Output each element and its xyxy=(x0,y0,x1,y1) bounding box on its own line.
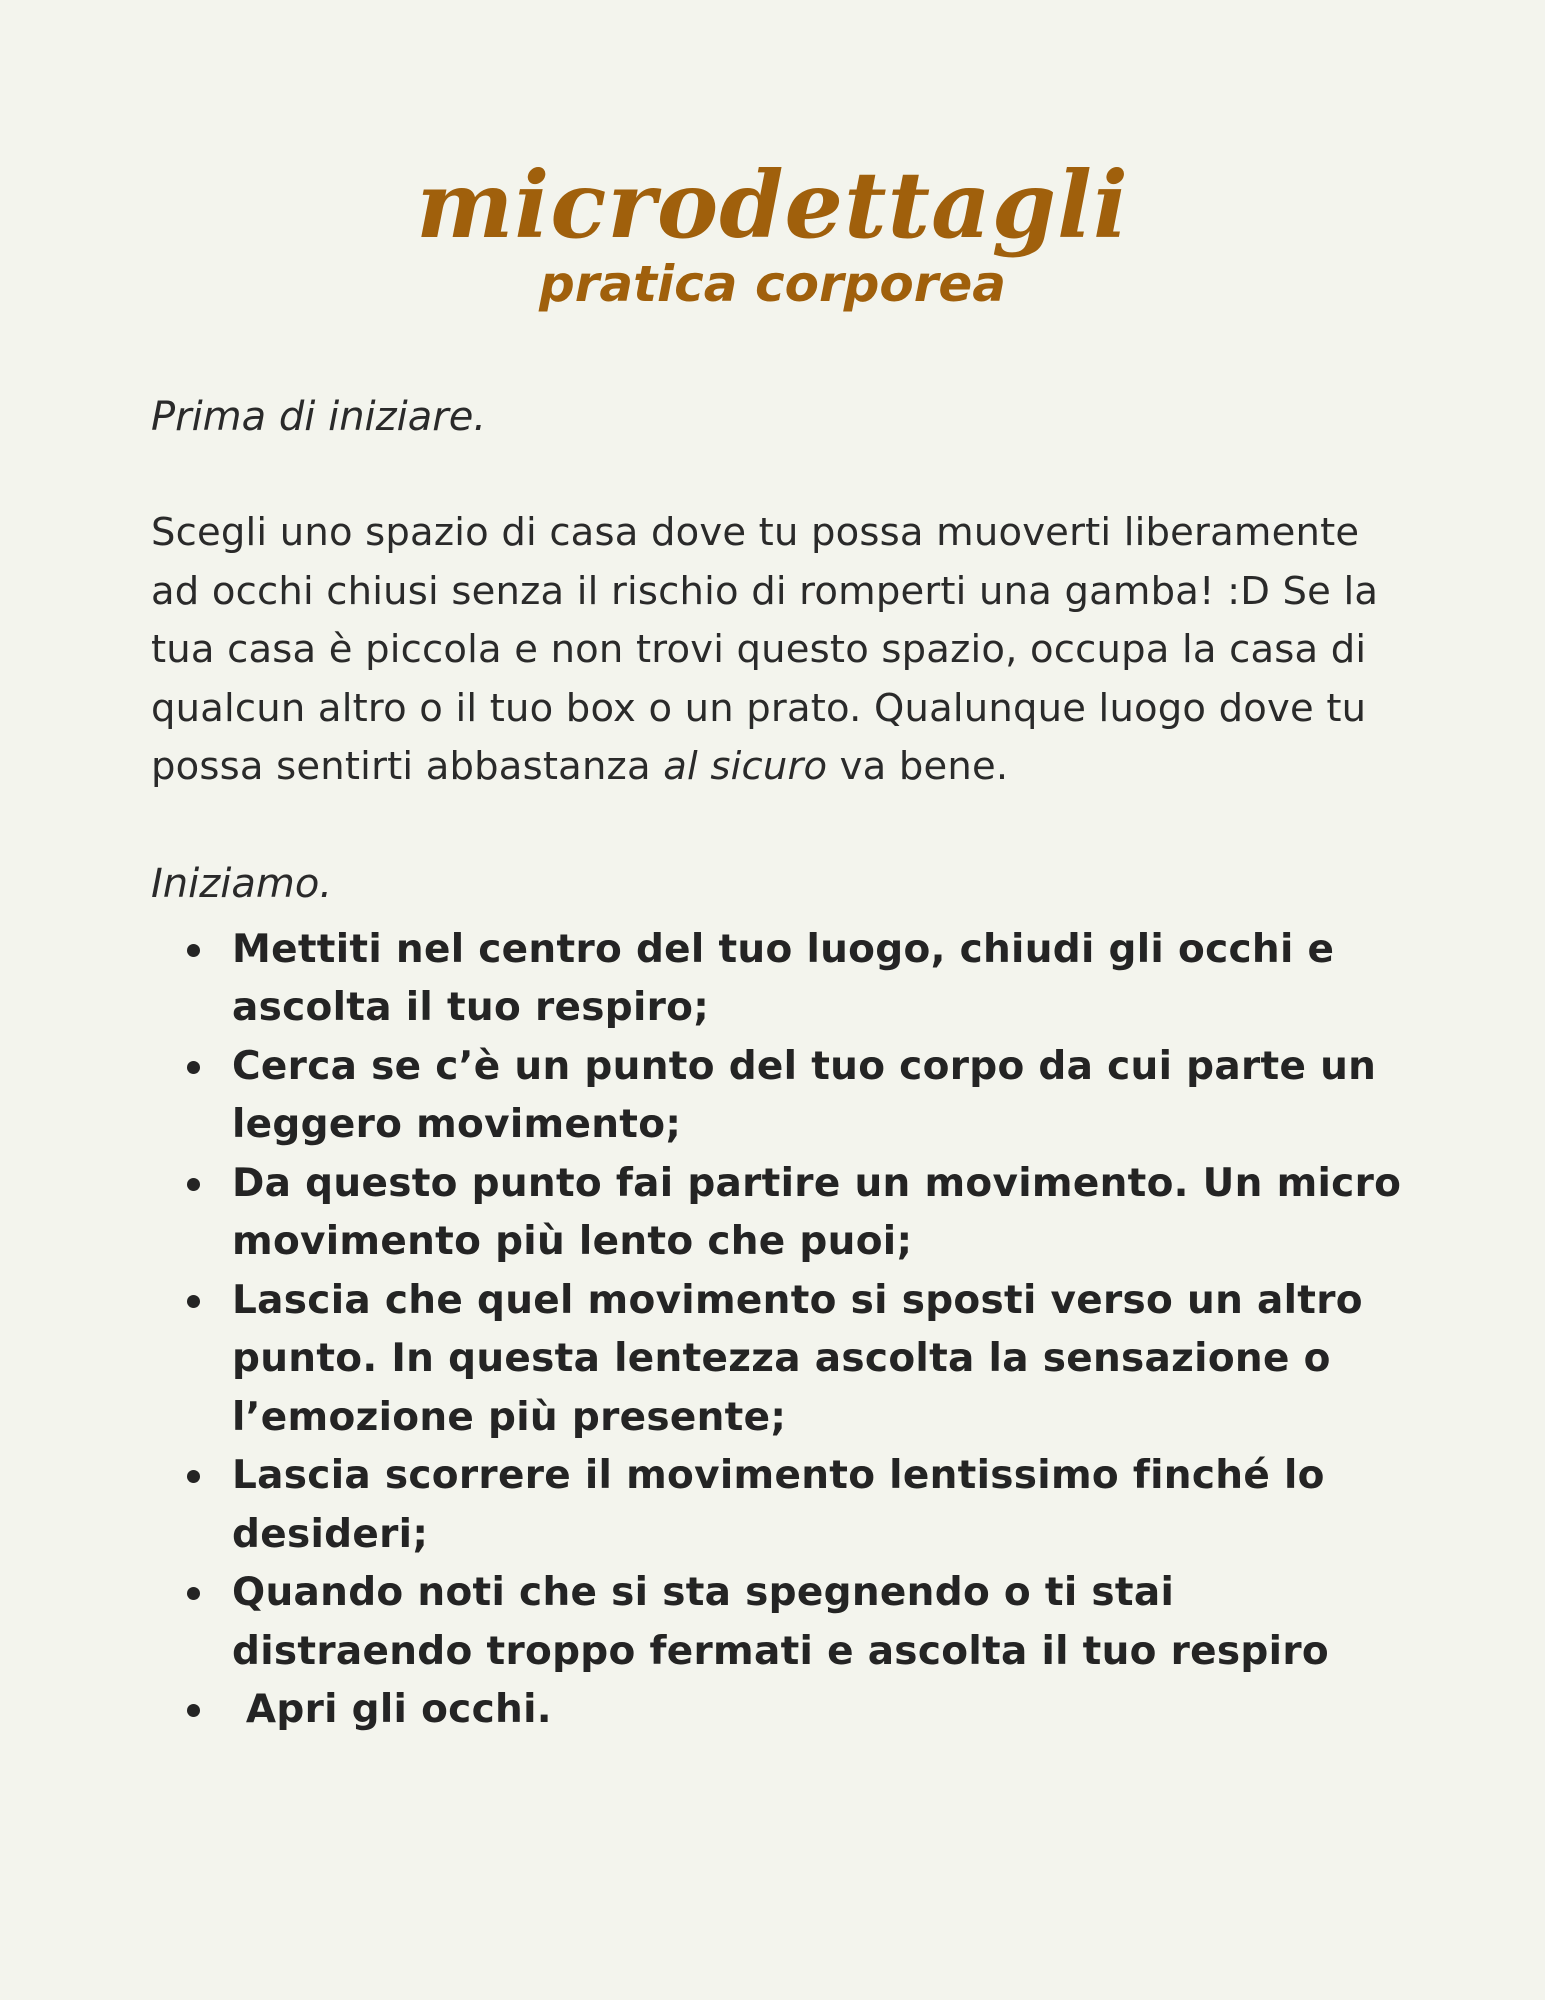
document-subtitle: pratica corporea xyxy=(538,255,1007,313)
bullet-icon xyxy=(187,1704,200,1717)
step-text: Mettiti nel centro del tuo luogo, chiudi gli occhi e ascolta il tuo respiro; xyxy=(232,926,1335,1030)
bullet-icon xyxy=(187,944,200,957)
bullet-icon xyxy=(187,1061,200,1074)
step-text: Apri gli occhi. xyxy=(232,1687,552,1732)
step-text: Da questo punto fai partire un movimento. Un micro movimento più lento che puoi; xyxy=(232,1160,1402,1264)
step-text: Quando noti che si sta spegnendo o ti stai distraendo troppo fermati e ascolta il tuo respiro xyxy=(232,1570,1329,1674)
step-text: Lascia che quel movimento si sposti verso un altro punto. In questa lentezza ascolta la sensazione o l’emozione più presente; xyxy=(232,1277,1363,1440)
document-header xyxy=(0,150,1545,314)
intro-paragraph-text: Scegli uno spazio di casa dove tu possa muoverti liberamente ad occhi chiusi senza il rischio di romperti una gamba! :D Se la tua casa è piccola e non trovi questo spazio, occupa la casa di qualcun altro o il tuo box o un prato. Qualunque luogo dove tu possa sentirti abbastanza xyxy=(151,510,1379,789)
bullet-icon xyxy=(187,1587,200,1600)
intro-paragraph-tail: va bene. xyxy=(827,744,1009,789)
step-item-6 xyxy=(151,1564,1411,1681)
step-item-3 xyxy=(151,1155,1411,1272)
bullet-icon xyxy=(187,1295,200,1308)
bullet-icon xyxy=(187,1178,200,1191)
practice-heading: Iniziamo. xyxy=(151,860,333,907)
step-item-5 xyxy=(151,1447,1411,1564)
step-item-2 xyxy=(151,1038,1411,1155)
intro-paragraph-emphasis: al sicuro xyxy=(663,744,828,789)
steps-list xyxy=(151,921,1411,1740)
step-text: Lascia scorrere il movimento lentissimo finché lo desideri; xyxy=(232,1453,1325,1557)
bullet-icon xyxy=(187,1470,200,1483)
intro-paragraph xyxy=(151,504,1411,797)
step-item-7 xyxy=(151,1681,1411,1740)
document-title: microdettagli xyxy=(416,151,1129,259)
intro-heading: Prima di iniziare. xyxy=(151,394,487,440)
document-body xyxy=(151,388,1411,1740)
step-text: Cerca se c’è un punto del tuo corpo da cui parte un leggero movimento; xyxy=(232,1043,1377,1147)
step-item-4 xyxy=(151,1272,1411,1448)
step-item-1 xyxy=(151,921,1411,1038)
